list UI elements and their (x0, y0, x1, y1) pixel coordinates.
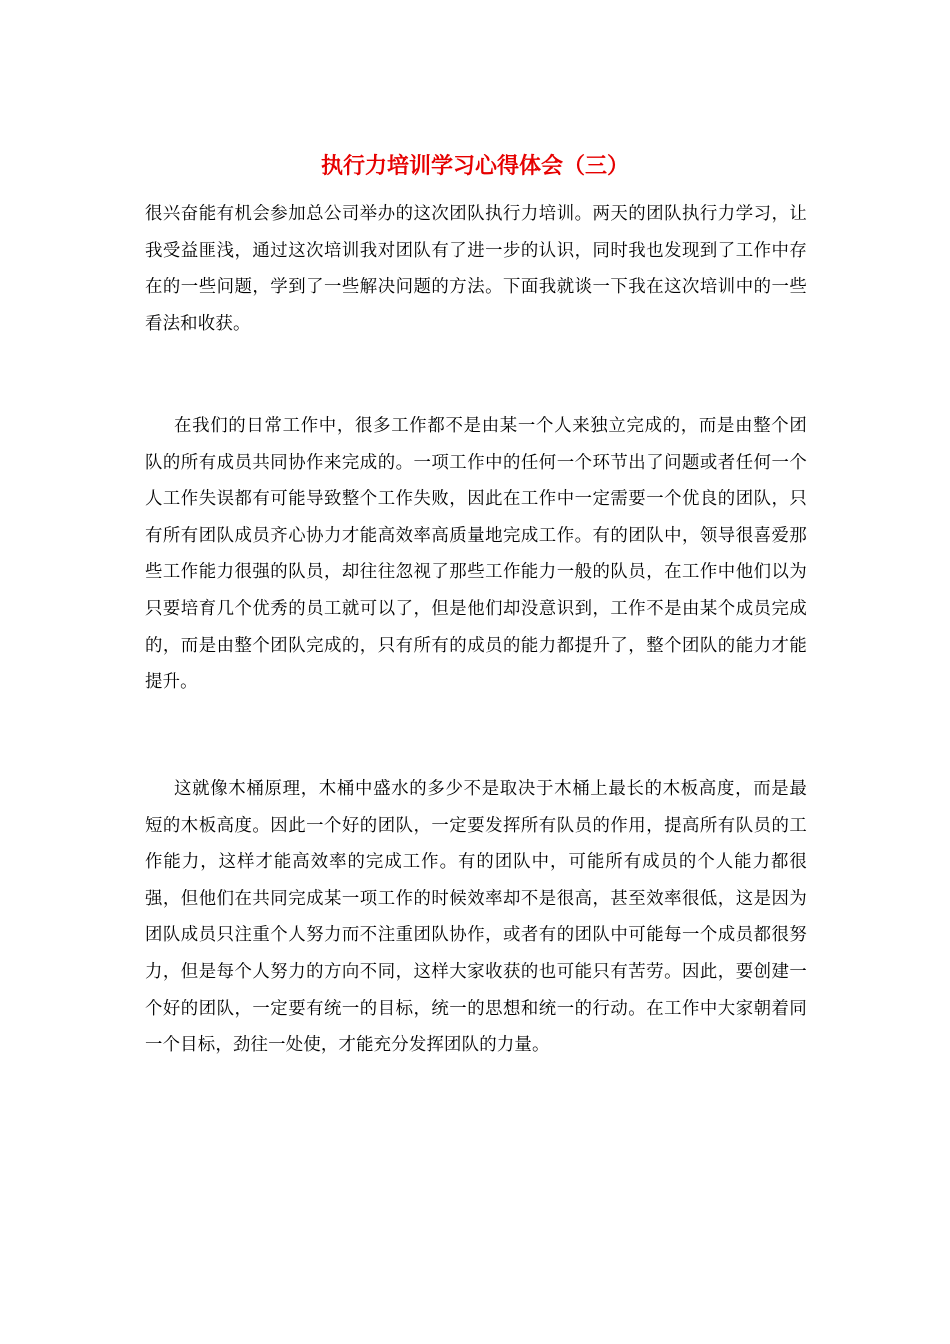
paragraph-barrel-principle: 这就像木桶原理，木桶中盛水的多少不是取决于木桶上最长的木板高度，而是最短的木板高度。因此一个好的团队，一定要发挥所有队员的作用，提高所有队员的工作能力，这样才能高效率的完成工作。有的团队中，可能所有成员的个人能力都很强，但他们在共同完成某一项工作的时候效率却不是很高，甚至效率很低，这是因为团队成员只注重个人努力而不注重团队协作，或者有的团队中可能每一个成员都很努力，但是每个人努力的方向不同，这样大家收获的也可能只有苦劳。因此，要创建一个好的团队，一定要有统一的目标，统一的思想和统一的行动。在工作中大家朝着同一个目标，劲往一处使，才能充分发挥团队的力量。 (145, 779, 807, 1056)
paragraph-teamwork: 在我们的日常工作中，很多工作都不是由某一个人来独立完成的，而是由整个团队的所有成员共同协作来完成的。一项工作中的任何一个环节出了问题或者任何一个人工作失误都有可能导致整个工作失败，因此在工作中一定需要一个优良的团队，只有所有团队成员齐心协力才能高效率高质量地完成工作。有的团队中，领导很喜爱那些工作能力很强的队员，却往往忽视了那些工作能力一般的队员，在工作中他们以为只要培育几个优秀的员工就可以了，但是他们却没意识到，工作不是由某个成员完成的，而是由整个团队完成的，只有所有的成员的能力都提升了，整个团队的能力才能提升。 (145, 416, 807, 693)
paragraph-intro: 很兴奋能有机会参加总公司举办的这次团队执行力培训。两天的团队执行力学习，让我受益匪浅，通过这次培训我对团队有了进一步的认识，同时我也发现到了工作中存在的一些问题，学到了一些解决问题的方法。下面我就谈一下我在这次培训中的一些看法和收获。 (145, 204, 807, 334)
page-title: 执行力培训学习心得体会（三） (320, 153, 629, 179)
